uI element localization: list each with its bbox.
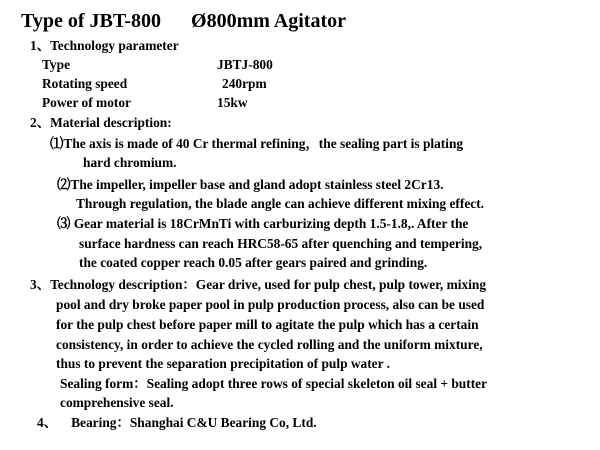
sealing-form-line1: Sealing form：Sealing adopt three rows of special skeleton oil seal + butter [60, 376, 488, 391]
param-key: Rotating speed [42, 76, 128, 91]
material-item-3-line1: ⑶ Gear material is 18CrMnTi with carburizing depth 1.5-1.8,. After the [57, 216, 469, 231]
item-marker: ⑴ [50, 136, 64, 151]
sealing-form-line2: comprehensive seal. [60, 395, 174, 410]
section3-line1: 3、Technology description：Gear drive, used for pulp chest, pulp tower, mixing [30, 277, 487, 292]
section3-line2: pool and dry broke paper pool in pulp production process, also can be used [56, 297, 485, 312]
page-title [21, 8, 346, 34]
material-item-1-line2: hard chromium. [83, 155, 177, 170]
section4-marker: 4、 [37, 415, 58, 430]
param-key: Power of motor [42, 95, 131, 110]
param-value: 15kw [217, 95, 248, 110]
param-key: Type [42, 57, 71, 72]
section2-heading: 2、Material description: [30, 115, 172, 130]
section1-heading: 1、Technology parameter [30, 38, 179, 53]
material-item-3-line3: the coated copper reach 0.05 after gears paired and grinding. [79, 255, 428, 270]
title-name: Ø800mm Agitator [191, 10, 347, 32]
item-marker: ⑶ [57, 216, 71, 231]
section3-line3: for the pulp chest before paper mill to agitate the pulp which has a certain [56, 317, 479, 332]
bearing-text: Bearing：Shanghai C&U Bearing Co, Ltd. [71, 415, 317, 430]
section3-line5: thus to prevent the separation precipitation of pulp water . [56, 356, 391, 371]
title-type: Type of JBT-800 [21, 10, 162, 32]
material-item-1-line1: ⑴The axis is made of 40 Cr thermal refining，the sealing part is plating [50, 136, 464, 151]
section4-line [37, 413, 317, 432]
item-marker: ⑵ [57, 177, 71, 192]
section3-line4: consistency, in order to achieve the cycled rolling and the uniform mixture, [56, 337, 483, 352]
material-item-2-line2: Through regulation, the blade angle can achieve different mixing effect. [76, 196, 485, 211]
material-item-3-line2: surface hardness can reach HRC58-65 after quenching and tempering, [79, 236, 483, 251]
param-value: 240rpm [222, 76, 267, 91]
param-value: JBTJ-800 [217, 57, 273, 72]
material-item-2-line1: ⑵The impeller, impeller base and gland adopt stainless steel 2Cr13. [57, 177, 444, 192]
